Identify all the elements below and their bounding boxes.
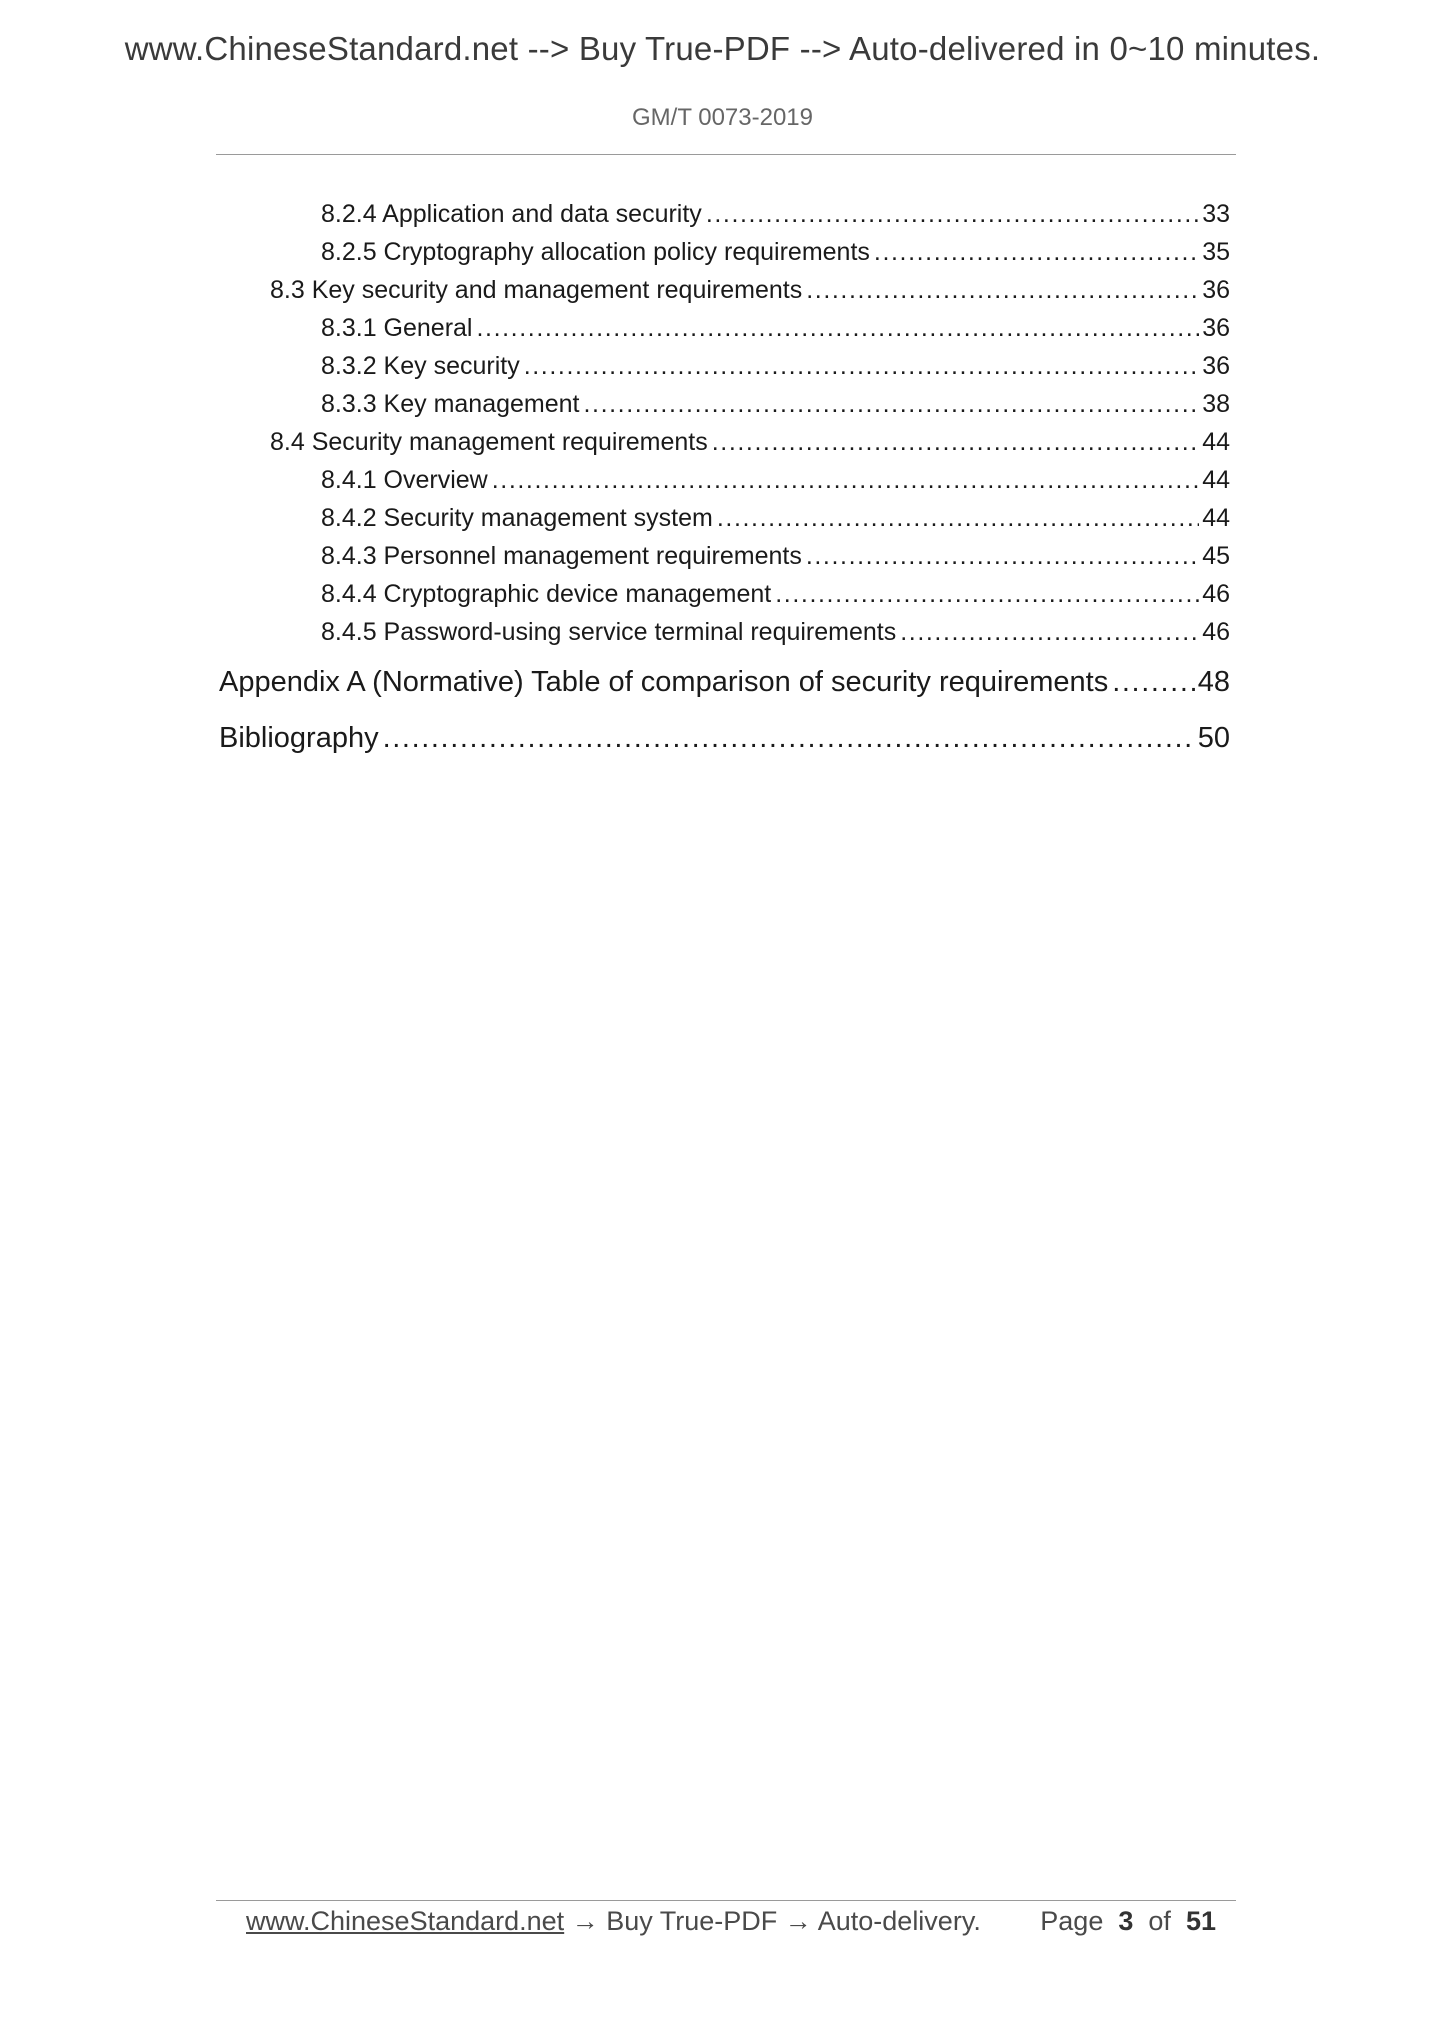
toc-entry[interactable] bbox=[321, 200, 1230, 229]
toc-entry[interactable] bbox=[321, 618, 1230, 647]
toc-entry-page: 44 bbox=[1202, 504, 1230, 532]
toc-entry[interactable] bbox=[321, 504, 1230, 533]
toc-entry-title: Appendix A (Normative) Table of comparison of security requirements bbox=[219, 666, 1109, 698]
toc-entry-page: 46 bbox=[1202, 580, 1230, 608]
toc-entry-title: 8.4.5 Password-using service terminal requirements bbox=[321, 618, 897, 646]
toc-entry-page: 38 bbox=[1202, 390, 1230, 418]
toc-dot-leader bbox=[477, 314, 1200, 343]
toc-entry[interactable] bbox=[219, 722, 1230, 755]
toc-entry-title: 8.4.3 Personnel management requirements bbox=[321, 542, 802, 570]
toc-entry[interactable] bbox=[321, 238, 1230, 267]
toc-entry-title: 8.4.2 Security management system bbox=[321, 504, 713, 532]
toc-dot-leader bbox=[383, 722, 1195, 755]
toc-entry[interactable] bbox=[321, 542, 1230, 571]
toc-dot-leader bbox=[584, 390, 1200, 419]
toc-entry-title: 8.4.1 Overview bbox=[321, 466, 488, 494]
footer-divider bbox=[216, 1900, 1236, 1901]
toc-entry-title: 8.3.2 Key security bbox=[321, 352, 520, 380]
toc-entry-title: Bibliography bbox=[219, 722, 379, 754]
toc-dot-leader bbox=[874, 238, 1199, 267]
page-word: Page bbox=[1040, 1906, 1104, 1936]
toc-dot-leader bbox=[1112, 666, 1195, 699]
toc-dot-leader bbox=[775, 580, 1199, 609]
footer-promo bbox=[246, 1906, 981, 1937]
toc-entry-title: 8.3.3 Key management bbox=[321, 390, 580, 418]
toc-entry[interactable] bbox=[219, 666, 1230, 699]
current-page-number: 3 bbox=[1118, 1906, 1134, 1936]
toc-entry-page: 45 bbox=[1202, 542, 1230, 570]
toc-entry-title: 8.4 Security management requirements bbox=[270, 428, 708, 456]
toc-entry-page: 44 bbox=[1202, 428, 1230, 456]
footer-site-link[interactable]: www.ChineseStandard.net bbox=[246, 1906, 565, 1936]
toc-entry-page: 46 bbox=[1202, 618, 1230, 646]
toc-entry-title: 8.2.5 Cryptography allocation policy requirements bbox=[321, 238, 870, 266]
toc-entry[interactable] bbox=[270, 428, 1230, 457]
toc-entry-title: 8.2.4 Application and data security bbox=[321, 200, 702, 228]
toc-entry-title: 8.4.4 Cryptographic device management bbox=[321, 580, 772, 608]
toc-entry-page: 44 bbox=[1202, 466, 1230, 494]
toc-dot-leader bbox=[492, 466, 1199, 495]
total-page-count: 51 bbox=[1185, 1906, 1216, 1936]
toc-dot-leader bbox=[806, 276, 1199, 305]
toc-entry[interactable] bbox=[321, 352, 1230, 381]
toc-entry[interactable] bbox=[270, 276, 1230, 305]
toc-entry-page: 36 bbox=[1202, 352, 1230, 380]
top-banner: www.ChineseStandard.net --> Buy True-PDF --> Auto-delivered in 0~10 minutes. bbox=[124, 30, 1321, 67]
toc-entry-page: 50 bbox=[1197, 722, 1230, 754]
toc-dot-leader bbox=[900, 618, 1199, 647]
of-word: of bbox=[1148, 1906, 1171, 1936]
page-indicator bbox=[1040, 1906, 1216, 1937]
toc-entry-page: 35 bbox=[1202, 238, 1230, 266]
toc-dot-leader bbox=[524, 352, 1199, 381]
toc-dot-leader bbox=[717, 504, 1199, 533]
toc-entry-page: 33 bbox=[1202, 200, 1230, 228]
header-divider bbox=[216, 154, 1236, 155]
toc-entry[interactable] bbox=[321, 314, 1230, 343]
toc-entry-title: 8.3 Key security and management requirements bbox=[270, 276, 803, 304]
toc-entry-page: 48 bbox=[1197, 666, 1230, 698]
toc-entry[interactable] bbox=[321, 466, 1230, 495]
toc-entry[interactable] bbox=[321, 390, 1230, 419]
toc-entry-page: 36 bbox=[1202, 276, 1230, 304]
toc-entry-page: 36 bbox=[1202, 314, 1230, 342]
toc-dot-leader bbox=[806, 542, 1199, 571]
toc-dot-leader bbox=[706, 200, 1199, 229]
toc-entry[interactable] bbox=[321, 580, 1230, 609]
footer-tagline: → Buy True-PDF → Auto-delivery. bbox=[564, 1906, 981, 1936]
toc-entry-title: 8.3.1 General bbox=[321, 314, 473, 342]
document-code: GM/T 0073-2019 bbox=[632, 104, 813, 131]
toc-dot-leader bbox=[712, 428, 1199, 457]
